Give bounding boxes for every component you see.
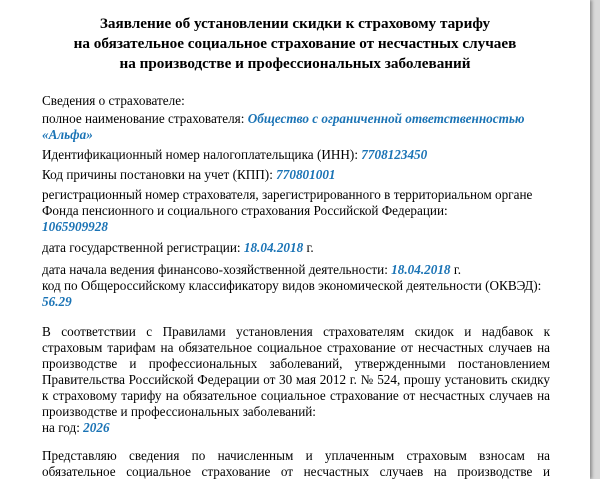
full-name-value: Общество с ограниченной ответственностью [247,111,525,126]
state-reg-label: дата государственной регистрации: [42,240,241,255]
state-reg-suffix: г. [306,240,314,255]
request-line-4: Правительства Российской Федерации от 30 мая 2012 г. № 524, прошу установить скидку [42,372,550,387]
title-line-3: на производстве и профессиональных заболеваний [119,55,471,72]
request-line-2: страховым тарифам на обязательное социальное страхование от несчастных случаев на [42,340,550,355]
activity-start-label: дата начала ведения финансово-хозяйственной деятельности: [42,262,388,277]
presented-line-2: обязательное социальное страхование от несчастных случаев на производстве и [42,464,550,479]
request-year-value: 2026 [83,420,110,435]
request-line-6: производстве и профессиональных заболеваний: [42,404,316,419]
reg-number-label-2: Фонда пенсионного и социального страхования Российской Федерации: [42,203,448,218]
request-year-label: на год: [42,420,80,435]
okved-row [42,294,550,310]
activity-start-row [42,262,550,278]
request-line-5: к страховому тарифу на обязательное социальное страхование от несчастных случаев на [42,388,550,403]
reg-number-row [42,219,550,235]
full-name-row-2 [42,127,550,143]
request-line-1: В соответствии с Правилами установления страхователям скидок и надбавок к [42,324,550,339]
kpp-value: 770801001 [276,167,336,182]
activity-start-suffix: г. [453,262,462,277]
reg-number-value: 1065909928 [42,219,108,234]
request-year-row [42,420,550,436]
okved-value: 56.29 [42,294,72,309]
inn-label: Идентификационный номер налогоплательщика (ИНН): [42,147,358,162]
presented-line-1: Представляю сведения по начисленным и уплаченным страховым взносам на [42,448,550,463]
document-title [60,14,530,74]
full-name-row [42,111,550,127]
inn-value: 7708123450 [361,147,428,162]
okved-label: код по Общероссийскому классификатору видов экономической деятельности (ОКВЭД): [42,278,542,293]
inn-row [42,147,550,163]
request-line-3: производстве и профессиональных заболеваний, утвержденными постановлением [42,356,550,371]
kpp-label: Код причины постановки на учет (КПП): [42,167,273,182]
reg-number-label-1: регистрационный номер страхователя, зарегистрированного в территориальном органе [42,187,533,202]
state-reg-row [42,240,550,256]
activity-start-value: 18.04.2018 [391,262,451,277]
kpp-row [42,167,550,183]
title-line-2: на обязательное социальное страхование от несчастных случаев [73,35,517,52]
full-name-value-cont: «Альфа» [42,127,93,142]
full-name-label: полное наименование страхователя: [42,111,245,126]
state-reg-value: 18.04.2018 [243,240,304,255]
title-line-1: Заявление об установлении скидки к страховому тарифу [99,15,491,32]
insurer-header: Сведения о страхователе: [42,93,185,108]
